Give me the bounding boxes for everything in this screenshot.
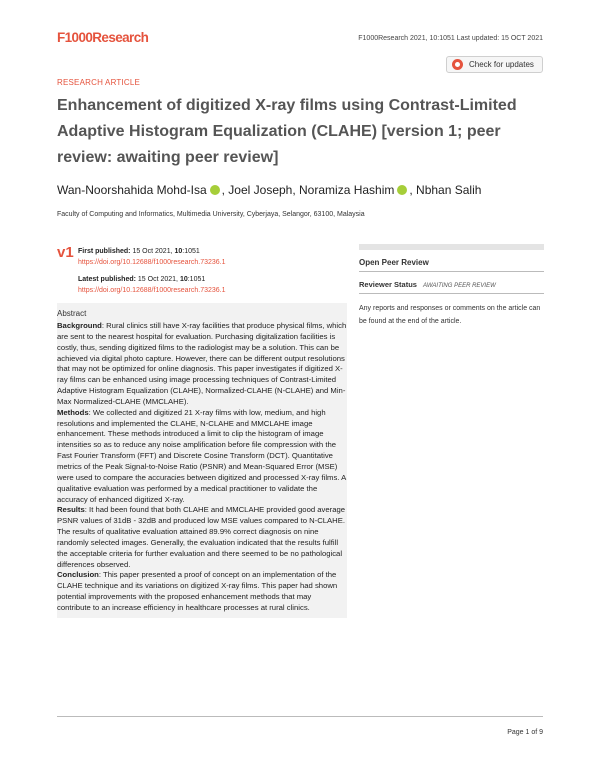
latest-published-number: :1051 <box>187 276 206 283</box>
reviewer-status-label: Reviewer Status <box>359 280 417 289</box>
abstract-background <box>57 321 347 408</box>
background-text: : Rural clinics still have X-ray facilities that produce physical films, which are sent to the nearest hospital for evaluation. Purchasing digitalization facilities is costly, thus, sending digitized films to the radiologist may be a solution. This can be achieved via digital photo capture. However, there can be different output resolutions that may not be optimized for online diagnosis. This paper investigates if digitized X-ray films can be enhanced using image processing techniques of Contrast-Limited Adaptive Histogram Equalization (CLAHE), Normalized-CLAHE (N-CLAHE) and Min-Max Normalized-CLAHE (MMCLAHE). <box>57 321 347 406</box>
first-published-doi-link[interactable]: https://doi.org/10.12688/f1000research.73236.1 <box>78 258 226 266</box>
abstract-methods <box>57 408 347 506</box>
background-label: Background <box>57 321 102 330</box>
article-title: Enhancement of digitized X-ray films using Contrast-Limited Adaptive Histogram Equalization (CLAHE) [version 1; peer review: awaiting peer review] <box>57 97 517 166</box>
abstract-box <box>57 303 347 618</box>
author-1[interactable]: Wan-Noorshahida Mohd-Isa <box>57 183 207 197</box>
page-number: Page 1 of 9 <box>507 729 543 736</box>
reviewer-status <box>359 280 544 289</box>
orcid-icon[interactable] <box>210 185 220 195</box>
conclusion-label: Conclusion <box>57 570 99 580</box>
latest-published-volume: 10 <box>179 276 188 283</box>
version-badge: v1 <box>57 244 74 261</box>
first-published-label: First published: <box>78 248 131 255</box>
divider <box>359 293 544 294</box>
first-published-volume: 10 <box>174 248 183 255</box>
divider <box>359 271 544 272</box>
latest-published-line <box>78 275 226 286</box>
journal-logo: F1000Research <box>57 30 149 45</box>
author-separator: , <box>221 183 229 197</box>
author-separator: , <box>409 183 417 197</box>
abstract-heading: Abstract <box>57 309 87 318</box>
conclusion-text: : This paper presented a proof of concept on an implementation of the CLAHE technique and its variations on digitized X-ray films. This paper had shown potential improvements with the proposed enhancement methods that may contribute to an increase efficiency in healthcare processes at rural clinics. <box>57 570 338 612</box>
crossmark-icon <box>452 59 463 70</box>
panel-top-bar <box>359 244 544 250</box>
publication-info <box>78 247 226 296</box>
latest-published-doi-link[interactable]: https://doi.org/10.12688/f1000research.73236.1 <box>78 286 226 294</box>
abstract-conclusion <box>57 570 347 613</box>
abstract-results <box>57 505 347 570</box>
author-list <box>57 183 557 197</box>
affiliation: Faculty of Computing and Informatics, Multimedia University, Cyberjaya, Selangor, 63100, Malaysia <box>57 211 365 218</box>
results-label: Results <box>57 505 85 515</box>
results-text: : It had been found that both CLAHE and MMCLAHE provided good average PSNR values of 31dB - 32dB and produced low MSE values compared to N-CLAHE. The results of qualitative evaluation attained 89.9% correct diagnosis on nine randomly selected images. Generally, the evaluation indicated that the results fulfill the acceptable criteria for further evaluation and there seemed to be no pathological differences observed. <box>57 505 346 569</box>
check-for-updates-label: Check for updates <box>469 60 534 69</box>
open-peer-review-heading: Open Peer Review <box>359 258 429 267</box>
citation-header: F1000Research 2021, 10:1051 Last updated: 15 OCT 2021 <box>358 35 543 42</box>
latest-published-label: Latest published: <box>78 276 136 283</box>
orcid-icon[interactable] <box>397 185 407 195</box>
check-for-updates-button[interactable] <box>446 56 543 73</box>
author-2[interactable]: Joel Joseph <box>228 183 293 197</box>
peer-review-note: Any reports and responses or comments on the article can be found at the end of the article. <box>359 305 541 325</box>
article-type: RESEARCH ARTICLE <box>57 78 141 87</box>
latest-published-date: 15 Oct 2021, <box>135 276 180 283</box>
methods-label: Methods <box>57 407 89 417</box>
author-separator: , <box>292 183 300 197</box>
reviewer-status-value: AWAITING PEER REVIEW <box>422 283 496 289</box>
first-published-line <box>78 247 226 258</box>
author-3[interactable]: Noramiza Hashim <box>299 183 395 197</box>
first-published-date: 15 Oct 2021, <box>130 248 175 255</box>
first-published-number: :1051 <box>182 248 200 255</box>
author-4[interactable]: Nbhan Salih <box>416 183 482 197</box>
open-peer-review-panel <box>359 244 544 328</box>
methods-text: : We collected and digitized 21 X-ray films with low, medium, and high resolutions and implemented the CLAHE, N-CLAHE and MMCLAHE image enhancement. These methods introduced a limit to clip the histogram of image intensities so as to reduce any noise amplification before file compression with the Fast Fourier Transform (FFT) and Discrete Cosine Transform (DCT). Quantitative metrics of the Peak Signal-to-Noise Ratio (PSNR) and Mean-Squared Error (MSE) were used to compare the accuracies between digitized and processed X-ray films. A qualitative evaluation was performed by a medical practitioner to validate the accuracy of enhanced digitized X-ray. <box>57 407 346 504</box>
footer-divider <box>57 716 543 717</box>
